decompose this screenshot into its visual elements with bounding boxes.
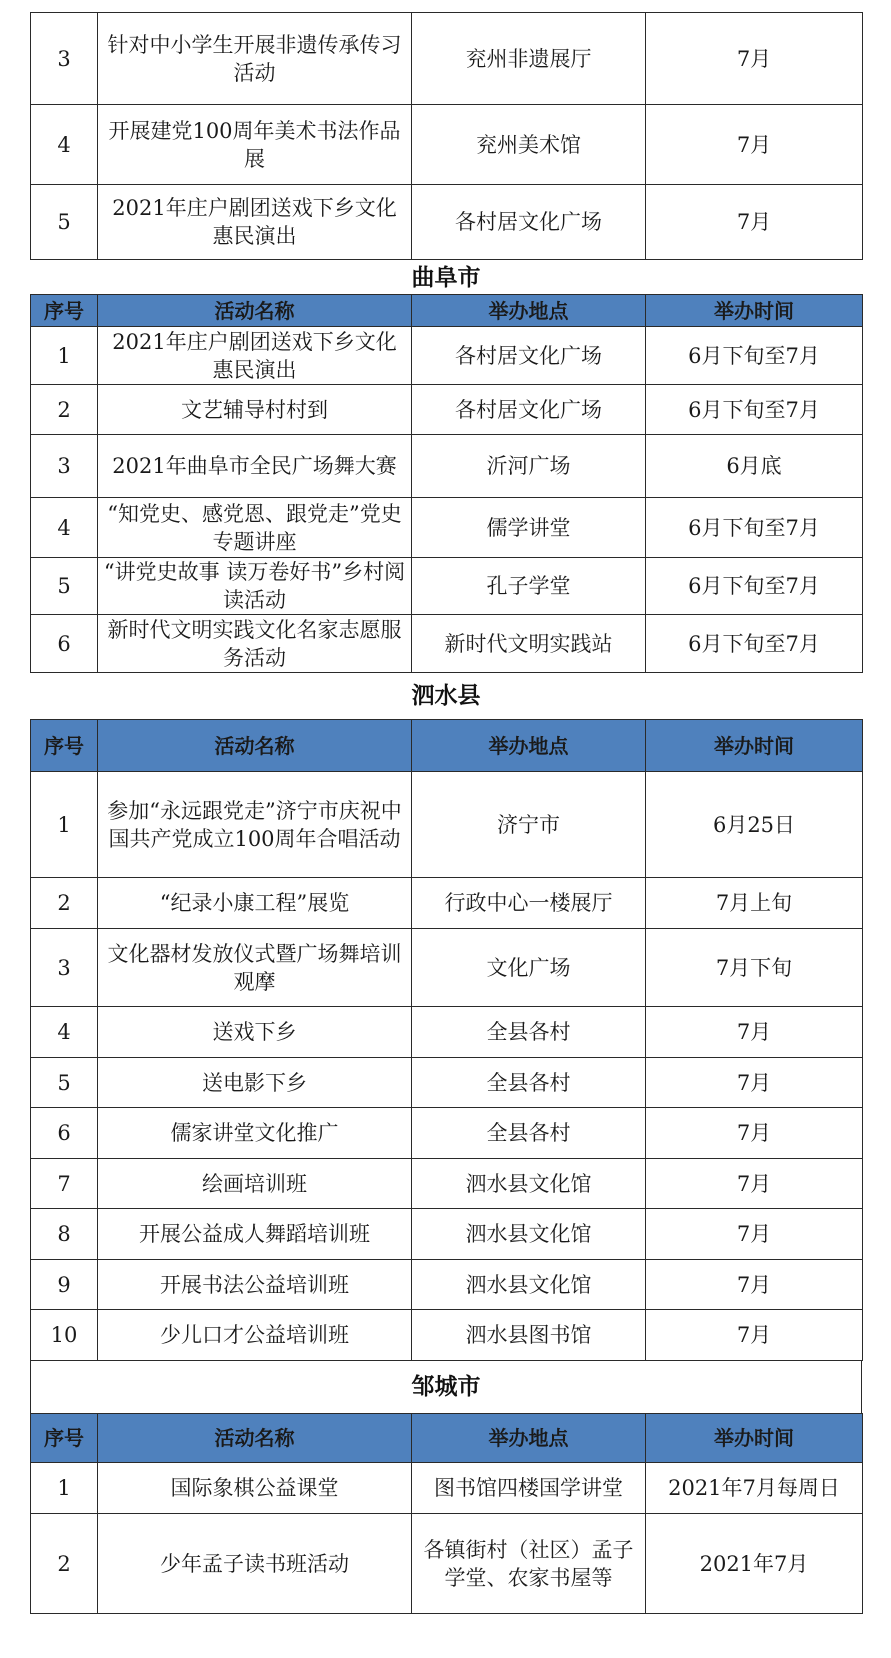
activity-place: 孔子学堂 xyxy=(412,558,646,615)
activity-place: 泗水县文化馆 xyxy=(412,1159,646,1209)
activity-place: 济宁市 xyxy=(412,772,646,878)
row-no: 4 xyxy=(31,1007,98,1058)
row-no: 6 xyxy=(31,615,98,673)
activity-name: 2021年庄户剧团送戏下乡文化惠民演出 xyxy=(98,327,412,385)
table-row xyxy=(31,878,863,929)
header-name: 活动名称 xyxy=(98,720,412,772)
activity-name: 送电影下乡 xyxy=(98,1058,412,1108)
activity-time: 2021年7月 xyxy=(646,1514,863,1614)
row-no: 1 xyxy=(31,1463,98,1514)
table-row xyxy=(31,1209,863,1260)
activity-place: 儒学讲堂 xyxy=(412,498,646,558)
section-title-qufu: 曲阜市 xyxy=(411,265,481,291)
table-header-row xyxy=(31,1414,863,1463)
table-row xyxy=(31,105,863,185)
row-no: 3 xyxy=(31,929,98,1007)
activity-place: 全县各村 xyxy=(412,1108,646,1159)
activity-name: 开展书法公益培训班 xyxy=(98,1260,412,1310)
table-row xyxy=(31,327,863,385)
activity-place: 各村居文化广场 xyxy=(412,385,646,435)
activity-name: 儒家讲堂文化推广 xyxy=(98,1108,412,1159)
table-row xyxy=(31,615,863,673)
header-time: 举办时间 xyxy=(646,1414,863,1463)
table-row xyxy=(31,1260,863,1310)
table-row xyxy=(31,1310,863,1361)
activity-name: “知党史、感党恩、跟党走”党史专题讲座 xyxy=(98,498,412,558)
activity-place: 全县各村 xyxy=(412,1058,646,1108)
row-no: 2 xyxy=(31,878,98,929)
top-activity-table xyxy=(30,12,862,260)
row-no: 9 xyxy=(31,1260,98,1310)
row-no: 6 xyxy=(31,1108,98,1159)
activity-name: 参加“永远跟党走”济宁市庆祝中国共产党成立100周年合唱活动 xyxy=(98,772,412,878)
table-row xyxy=(31,498,863,558)
row-no: 5 xyxy=(31,558,98,615)
row-no: 4 xyxy=(31,498,98,558)
sishui-activity-table xyxy=(30,719,862,1361)
table-row xyxy=(31,185,863,260)
activity-name: 送戏下乡 xyxy=(98,1007,412,1058)
row-no: 10 xyxy=(31,1310,98,1361)
row-no: 1 xyxy=(31,772,98,878)
header-time: 举办时间 xyxy=(646,295,863,327)
row-no: 3 xyxy=(31,435,98,498)
activity-name: 绘画培训班 xyxy=(98,1159,412,1209)
activity-place: 各镇街村（社区）孟子学堂、农家书屋等 xyxy=(412,1514,646,1614)
activity-time: 7月 xyxy=(646,1058,863,1108)
activity-name: 少年孟子读书班活动 xyxy=(98,1514,412,1614)
header-no: 序号 xyxy=(31,720,98,772)
activity-name: 开展建党100周年美术书法作品展 xyxy=(98,105,412,185)
section-title-sishui: 泗水县 xyxy=(411,683,481,709)
activity-name: “纪录小康工程”展览 xyxy=(98,878,412,929)
activity-time: 6月下旬至7月 xyxy=(646,558,863,615)
header-place: 举办地点 xyxy=(412,295,646,327)
activity-place: 沂河广场 xyxy=(412,435,646,498)
activity-time: 7月 xyxy=(646,13,863,105)
row-no: 7 xyxy=(31,1159,98,1209)
activity-time: 7月 xyxy=(646,1108,863,1159)
row-no: 5 xyxy=(31,185,98,260)
header-place: 举办地点 xyxy=(412,1414,646,1463)
row-no: 2 xyxy=(31,385,98,435)
zoucheng-activity-table xyxy=(30,1413,862,1614)
section-title-zoucheng: 邹城市 xyxy=(30,1361,862,1413)
activity-place: 泗水县文化馆 xyxy=(412,1209,646,1260)
row-no: 5 xyxy=(31,1058,98,1108)
activity-time: 7月上旬 xyxy=(646,878,863,929)
header-place: 举办地点 xyxy=(412,720,646,772)
row-no: 1 xyxy=(31,327,98,385)
table-header-row xyxy=(31,295,863,327)
activity-name: 2021年庄户剧团送戏下乡文化惠民演出 xyxy=(98,185,412,260)
activity-place: 各村居文化广场 xyxy=(412,185,646,260)
row-no: 4 xyxy=(31,105,98,185)
header-name: 活动名称 xyxy=(98,295,412,327)
activity-place: 图书馆四楼国学讲堂 xyxy=(412,1463,646,1514)
activity-time: 2021年7月每周日 xyxy=(646,1463,863,1514)
activity-time: 7月 xyxy=(646,185,863,260)
table-row xyxy=(31,772,863,878)
activity-place: 新时代文明实践站 xyxy=(412,615,646,673)
activity-name: “讲党史故事 读万卷好书”乡村阅读活动 xyxy=(98,558,412,615)
table-row xyxy=(31,435,863,498)
activity-time: 6月下旬至7月 xyxy=(646,385,863,435)
activity-name: 文艺辅导村村到 xyxy=(98,385,412,435)
table-row xyxy=(31,1514,863,1614)
row-no: 2 xyxy=(31,1514,98,1614)
activity-name: 针对中小学生开展非遗传承传习活动 xyxy=(98,13,412,105)
activity-place: 泗水县图书馆 xyxy=(412,1310,646,1361)
header-time: 举办时间 xyxy=(646,720,863,772)
activity-time: 7月下旬 xyxy=(646,929,863,1007)
row-no: 3 xyxy=(31,13,98,105)
header-name: 活动名称 xyxy=(98,1414,412,1463)
header-no: 序号 xyxy=(31,1414,98,1463)
table-row xyxy=(31,1058,863,1108)
table-row xyxy=(31,385,863,435)
table-row xyxy=(31,558,863,615)
activity-place: 兖州非遗展厅 xyxy=(412,13,646,105)
activity-time: 6月25日 xyxy=(646,772,863,878)
activity-time: 7月 xyxy=(646,1260,863,1310)
activity-place: 文化广场 xyxy=(412,929,646,1007)
activity-time: 7月 xyxy=(646,1209,863,1260)
table-row xyxy=(31,1159,863,1209)
activity-time: 6月下旬至7月 xyxy=(646,615,863,673)
table-row xyxy=(31,13,863,105)
table-row xyxy=(31,929,863,1007)
table-row xyxy=(31,1108,863,1159)
activity-time: 6月下旬至7月 xyxy=(646,327,863,385)
activity-time: 7月 xyxy=(646,105,863,185)
activity-name: 开展公益成人舞蹈培训班 xyxy=(98,1209,412,1260)
header-no: 序号 xyxy=(31,295,98,327)
activity-name: 国际象棋公益课堂 xyxy=(98,1463,412,1514)
activity-time: 7月 xyxy=(646,1310,863,1361)
activity-time: 7月 xyxy=(646,1159,863,1209)
activity-place: 行政中心一楼展厅 xyxy=(412,878,646,929)
activity-name: 文化器材发放仪式暨广场舞培训观摩 xyxy=(98,929,412,1007)
activity-place: 各村居文化广场 xyxy=(412,327,646,385)
table-row xyxy=(31,1463,863,1514)
qufu-activity-table xyxy=(30,294,862,673)
activity-time: 6月下旬至7月 xyxy=(646,498,863,558)
activity-name: 少儿口才公益培训班 xyxy=(98,1310,412,1361)
activity-place: 兖州美术馆 xyxy=(412,105,646,185)
activity-place: 泗水县文化馆 xyxy=(412,1260,646,1310)
table-header-row xyxy=(31,720,863,772)
activity-time: 7月 xyxy=(646,1007,863,1058)
activity-time: 6月底 xyxy=(646,435,863,498)
table-row xyxy=(31,1007,863,1058)
activity-place: 全县各村 xyxy=(412,1007,646,1058)
activity-name: 新时代文明实践文化名家志愿服务活动 xyxy=(98,615,412,673)
activity-name: 2021年曲阜市全民广场舞大赛 xyxy=(98,435,412,498)
row-no: 8 xyxy=(31,1209,98,1260)
